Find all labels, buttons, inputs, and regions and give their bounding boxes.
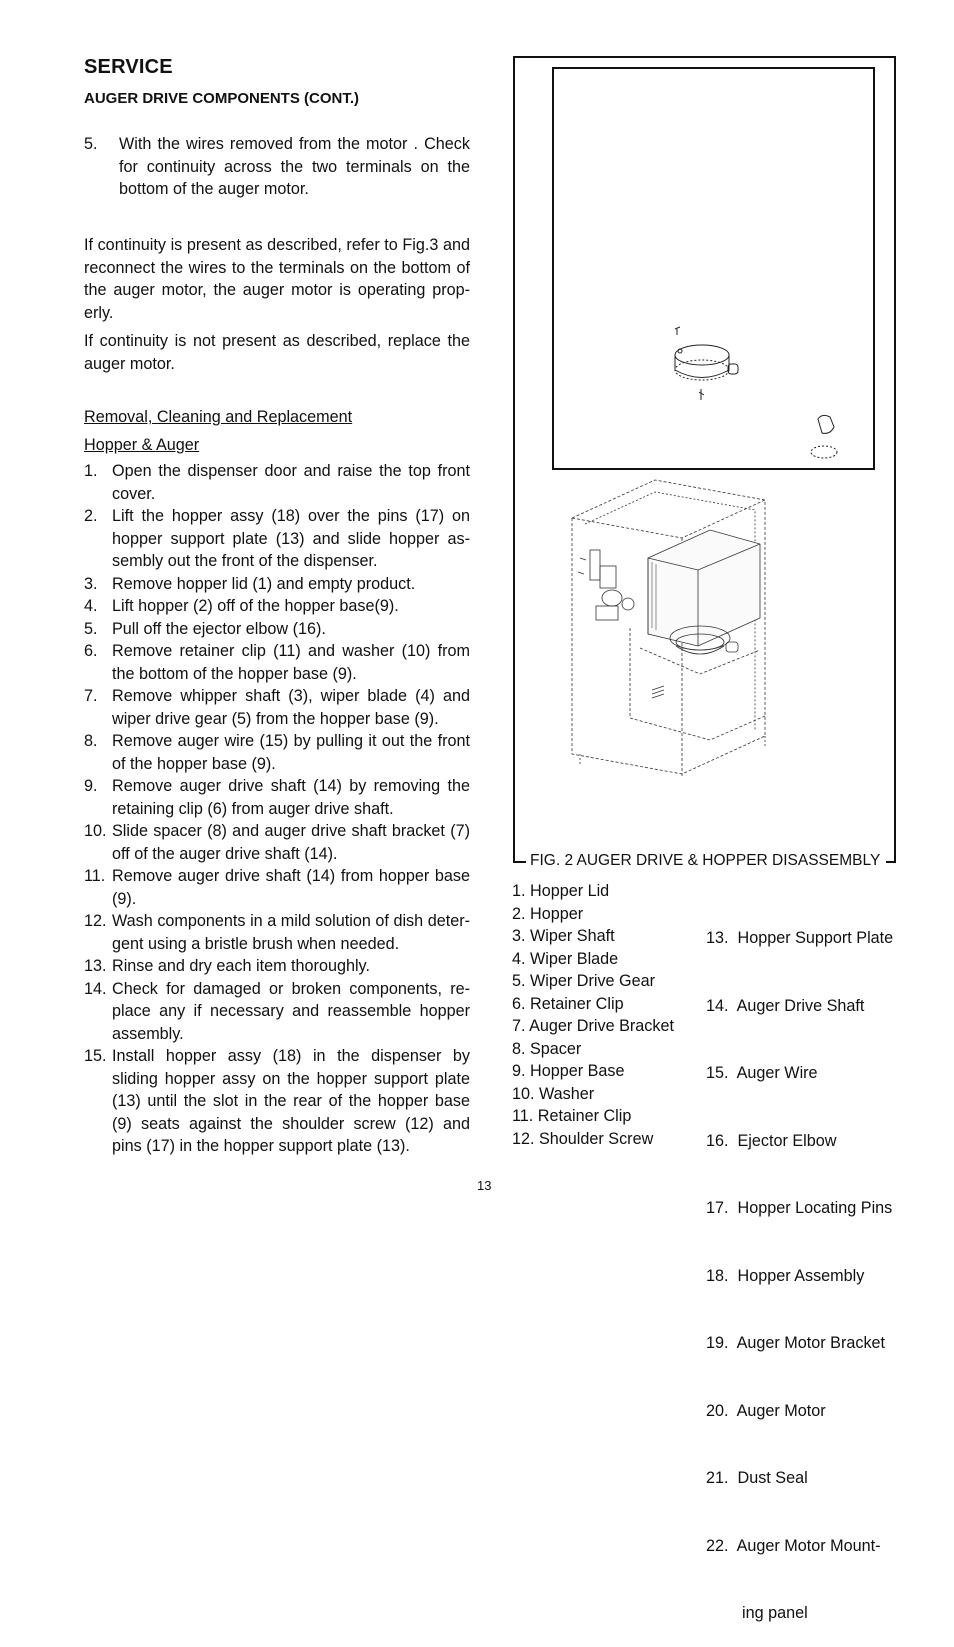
continuity-present-paragraph: If continuity is present as described, refer to Fig.3 and reconnect the wires to the terminals on the bottom of the auger motor, the auger motor is operating prop-erly. — [84, 236, 470, 322]
list-item: 8. Spacer — [512, 1039, 582, 1058]
list-item: 15. Auger Wire — [706, 1064, 818, 1082]
step-5 — [84, 133, 470, 201]
list-item: 11. Remove auger drive shaft (14) from hopper base (9). — [84, 867, 470, 908]
removal-steps-list — [84, 460, 470, 1158]
exploded-parts-drawing — [552, 67, 875, 470]
list-item: 16. Ejector Elbow — [706, 1131, 837, 1150]
step-5-number: 5. — [84, 135, 98, 153]
hopper-auger-heading: Hopper & Auger — [84, 436, 200, 454]
list-item: 12. Shoulder Screw — [512, 1129, 654, 1148]
step-5-text: With the wires removed from the motor . Check for continuity across the two terminals on the bottom of the auger motor. — [119, 135, 470, 198]
caption-rule-left — [513, 861, 526, 863]
list-item: 5. Pull off the ejector elbow (16). — [84, 619, 326, 638]
dispenser-cabinet-drawing — [560, 478, 780, 778]
list-item: 17. Hopper Locating Pins — [706, 1199, 893, 1217]
parts-list-left — [512, 880, 702, 1150]
list-item: 21. Dust Seal — [706, 1469, 808, 1487]
list-item: 1. Hopper Lid — [512, 882, 610, 900]
removal-heading: Removal, Cleaning and Replacement — [84, 408, 353, 426]
list-item: 2. Hopper — [512, 904, 584, 923]
list-item: 6. Remove retainer clip (11) and washer (10) from the bottom of the hopper base (9). — [84, 642, 470, 683]
parts-list-right — [706, 882, 906, 1647]
list-item: 22. Auger Motor Mount- — [706, 1536, 881, 1555]
list-item: 14. Check for damaged or broken components, re-place any if necessary and reassemble hopper assembly. — [84, 979, 470, 1043]
list-item: 5. Wiper Drive Gear — [512, 972, 656, 990]
list-item: 19. Auger Motor Bracket — [706, 1334, 886, 1352]
continuity-absent-paragraph: If continuity is not present as described, replace the auger motor. — [84, 332, 470, 373]
list-item: 2. Lift the hopper assy (18) over the pins (17) on hopper support plate (13) and slide hopper as-sembly out the front of the dispenser. — [84, 507, 470, 570]
list-item: 12. Wash components in a mild solution of dish deter-gent using a bristle brush when needed. — [84, 912, 470, 953]
list-item: 6. Retainer Clip — [512, 994, 624, 1013]
list-item: 15. Install hopper assy (18) in the dispenser by sliding hopper assy on the hopper support plate (13) until the slot in the rear of the hopper base (9) seats against the shoulder screw (12) and pins (17) in the hopper support plate (13). — [84, 1047, 470, 1155]
list-item: ing panel — [706, 1604, 808, 1622]
page-number: 13 — [477, 1178, 492, 1193]
figure-caption: FIG. 2 AUGER DRIVE & HOPPER DISASSEMBLY — [526, 852, 884, 870]
list-item: 9. Remove auger drive shaft (14) by removing the retaining clip (6) from auger drive shaft. — [84, 777, 470, 818]
list-item: 4. Lift hopper (2) off of the hopper base(9). — [84, 597, 399, 615]
list-item: 13. Hopper Support Plate — [706, 929, 894, 947]
caption-rule-right — [886, 861, 896, 863]
list-item: 11. Retainer Clip — [512, 1107, 632, 1125]
list-item: 20. Auger Motor — [706, 1401, 826, 1420]
list-item: 10. Slide spacer (8) and auger drive shaft bracket (7) off of the auger drive shaft (14). — [84, 822, 470, 863]
list-item: 3. Wiper Shaft — [512, 927, 615, 945]
list-item: 7. Auger Drive Bracket — [512, 1017, 674, 1035]
section-subtitle: AUGER DRIVE COMPONENTS (CONT.) — [84, 90, 360, 107]
page-title: SERVICE — [84, 56, 173, 78]
list-item: 7. Remove whipper shaft (3), wiper blade (4) and wiper drive gear (5) from the hopper base (9). — [84, 687, 470, 728]
list-item: 1. Open the dispenser door and raise the top front cover. — [84, 462, 470, 503]
list-item: 8. Remove auger wire (15) by pulling it out the front of the hopper base (9). — [84, 732, 470, 773]
list-item: 9. Hopper Base — [512, 1062, 625, 1080]
list-item: 10. Washer — [512, 1084, 595, 1103]
list-item: 14. Auger Drive Shaft — [706, 996, 865, 1015]
list-item: 13. Rinse and dry each item thoroughly. — [84, 957, 370, 975]
list-item: 18. Hopper Assembly — [706, 1266, 865, 1285]
list-item: 3. Remove hopper lid (1) and empty product. — [84, 574, 416, 593]
list-item: 4. Wiper Blade — [512, 949, 619, 968]
